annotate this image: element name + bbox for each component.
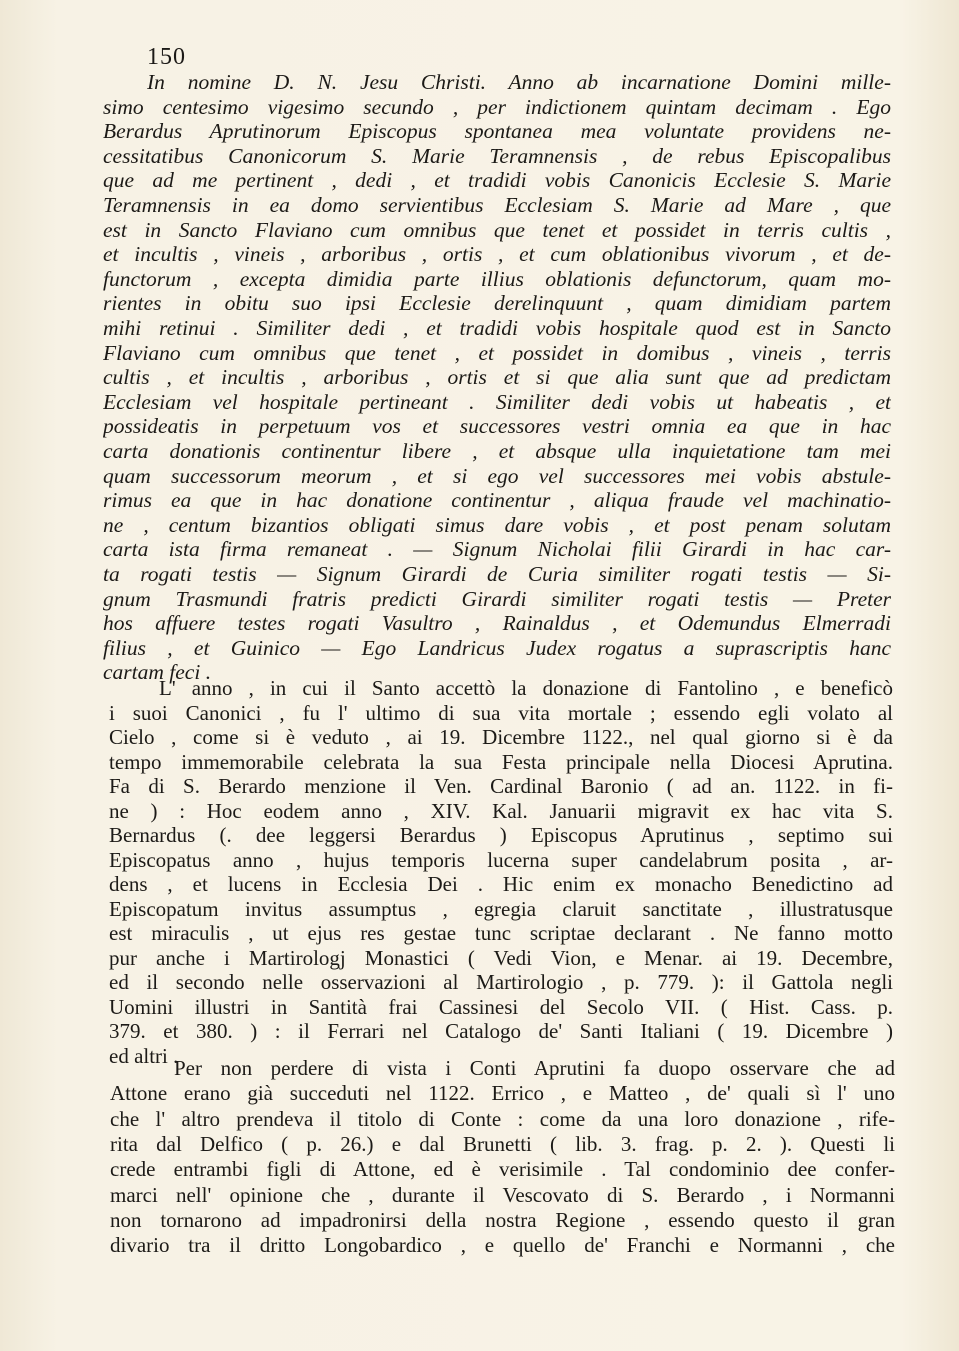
italian-paragraph-1-line: i suoi Canonici , fu l' ultimo di sua vita mortale ; essendo egli volato al bbox=[109, 700, 893, 725]
italian-paragraph-2-line: che l' altro prendeva il titolo di Conte : come da una loro donazione , rife- bbox=[110, 1106, 895, 1131]
latin-charter-line: mihi retinui . Similiter dedi , et tradidi vobis hospitale quod est in Sancto bbox=[103, 316, 891, 340]
latin-charter-line: carta donationis continentur libere , et absque ulla inquietatione tam mei bbox=[103, 439, 891, 463]
italian-paragraph-1-line: ne ) : Hoc eodem anno , XIV. Kal. Januarii migravit ex hac vita S. bbox=[109, 798, 893, 823]
italian-paragraph-2-line: marci nell' opinione che , durante il Vescovato di S. Berardo , i Normanni bbox=[110, 1182, 895, 1207]
italian-paragraph-2-line: divario tra il dritto Longobardico , e quello de' Franchi e Normanni , che bbox=[110, 1233, 895, 1258]
italian-paragraph-2-line: rita dal Delfico ( p. 26.) e dal Brunetti ( lib. 3. frag. p. 2. ). Questi li bbox=[110, 1131, 895, 1156]
italian-paragraph-1-line: dens , et lucens in Ecclesia Dei . Hic enim ex monacho Benedictino ad bbox=[109, 872, 893, 896]
latin-charter-line: Berardus Aprutinorum Episcopus spontanea mea voluntate providens ne- bbox=[103, 119, 891, 144]
latin-charter-line: cessitatibus Canonicorum S. Marie Teramnensis , de rebus Episcopalibus bbox=[103, 143, 891, 168]
italian-paragraph-2-line: non tornarono ad impadronirsi della nostra Regione , essendo questo il gran bbox=[110, 1207, 895, 1232]
latin-charter-line: cartam feci . bbox=[103, 660, 212, 685]
latin-charter-line: Flaviano cum omnibus que tenet , et possidet in domibus , vineis , terris bbox=[103, 340, 891, 365]
italian-paragraph-1-line: tempo immemorabile celebrata la sua Festa principale nella Diocesi Aprutina. bbox=[109, 749, 893, 774]
latin-charter-line: functorum , excepta dimidia parte illius oblationis defunctorum, quam mo- bbox=[103, 266, 891, 291]
latin-charter-line: Teramnensis in ea domo servientibus Ecclesiam S. Marie ad Mare , que bbox=[103, 193, 891, 217]
latin-charter-line: Ecclesiam vel hospitale pertineant . Similiter dedi vobis ut habeatis , et bbox=[103, 389, 891, 414]
latin-charter-line: In nomine D. N. Jesu Christi. Anno ab incarnatione Domini mille- bbox=[147, 70, 891, 94]
italian-paragraph-1-line: est miraculis , ut ejus res gestae tunc scriptae declarant . Ne fanno motto bbox=[109, 921, 893, 945]
italian-paragraph-2-line: Attone erano già succeduti nel 1122. Errico , e Matteo , de' quali sì l' uno bbox=[110, 1081, 895, 1106]
italian-paragraph-2-line: crede entrambi figli di Attone, ed è verisimile . Tal condominio dee confer- bbox=[110, 1157, 895, 1182]
italian-paragraph-1-line: ed altri . bbox=[109, 1043, 179, 1068]
latin-charter-line: est in Sancto Flaviano cum omnibus que tenet et possidet in terris cultis , bbox=[103, 217, 891, 242]
italian-paragraph-1-line: Uomini illustri in Santità frai Cassinesi del Secolo VII. ( Hist. Cass. p. bbox=[109, 994, 893, 1019]
italian-paragraph-2-line: Per non perdere di vista i Conti Aprutini fa duopo osservare che ad bbox=[174, 1056, 895, 1080]
latin-charter-line: hos affuere testes rogati Vasultro , Rainaldus , et Odemundus Elmerradi bbox=[103, 611, 891, 636]
latin-charter-line: simo centesimo vigesimo secundo , per indictionem quintam decimam . Ego bbox=[103, 94, 891, 119]
italian-paragraph-1-line: Cielo , come si è veduto , ai 19. Dicembre 1122., nel qual giorno si è da bbox=[109, 725, 893, 749]
italian-paragraph-1-line: 379. et 380. ) : il Ferrari nel Catalogo de' Santi Italiani ( 19. Dicembre ) bbox=[109, 1019, 893, 1043]
italian-paragraph-1-line: Episcopatus anno , hujus temporis lucerna super candelabrum posita , ar- bbox=[109, 847, 893, 872]
latin-charter-line: cultis , et incultis , arboribus , ortis et si que alia sunt que ad predictam bbox=[103, 365, 891, 390]
italian-paragraph-1-line: pur anche i Martirologj Monastici ( Vedi Vion, e Menar. ai 19. Decembre, bbox=[109, 945, 893, 970]
italian-paragraph-1-line: Fa di S. Berardo menzione il Ven. Cardinal Baronio ( ad an. 1122. in fi- bbox=[109, 774, 893, 798]
latin-charter-line: possideatis in perpetuum vos et successores vestri omnia ea que in hac bbox=[103, 414, 891, 439]
latin-charter-line: filius , et Guinico — Ego Landricus Judex rogatus a suprascriptis hanc bbox=[103, 635, 891, 660]
italian-paragraph-1-line: ed il secondo nelle osservazioni al Martirologio , p. 779. ): il Gattola negli bbox=[109, 970, 893, 994]
latin-charter-line: rimus ea que in hac donatione continentur , aliqua fraude vel machinatio- bbox=[103, 488, 891, 513]
italian-paragraph-1-line: Episcopatum invitus assumptus , egregia claruit sanctitate , illustratusque bbox=[109, 896, 893, 921]
italian-paragraph-1-line: Bernardus (. dee leggersi Berardus ) Episcopus Aprutinus , septimo sui bbox=[109, 823, 893, 847]
latin-charter-line: rientes in obitu suo ipsi Ecclesie derelinquunt , quam dimidiam partem bbox=[103, 291, 891, 316]
latin-charter-line: quam successorum meorum , et si ego vel successores mei vobis abstule- bbox=[103, 463, 891, 488]
latin-charter-line: que ad me pertinent , dedi , et tradidi vobis Canonicis Ecclesie S. Marie bbox=[103, 168, 891, 193]
latin-charter-line: carta ista firma remaneat . — Signum Nicholai filii Girardi in hac car- bbox=[103, 537, 891, 562]
italian-paragraph-1-line: L' anno , in cui il Santo accettò la donazione di Fantolino , e beneficò bbox=[159, 676, 893, 700]
latin-charter-line: et incultis , vineis , arboribus , ortis , et cum oblationibus vivorum , et de- bbox=[103, 242, 891, 267]
latin-charter-line: ne , centum bizantios obligati simus dare vobis , et post penam solutam bbox=[103, 512, 891, 537]
page-number: 150 bbox=[147, 44, 186, 70]
latin-charter-line: gnum Trasmundi fratris predicti Girardi similiter rogati testis — Preter bbox=[103, 586, 891, 611]
latin-charter-line: ta rogati testis — Signum Girardi de Curia similiter rogati testis — Si- bbox=[103, 562, 891, 586]
